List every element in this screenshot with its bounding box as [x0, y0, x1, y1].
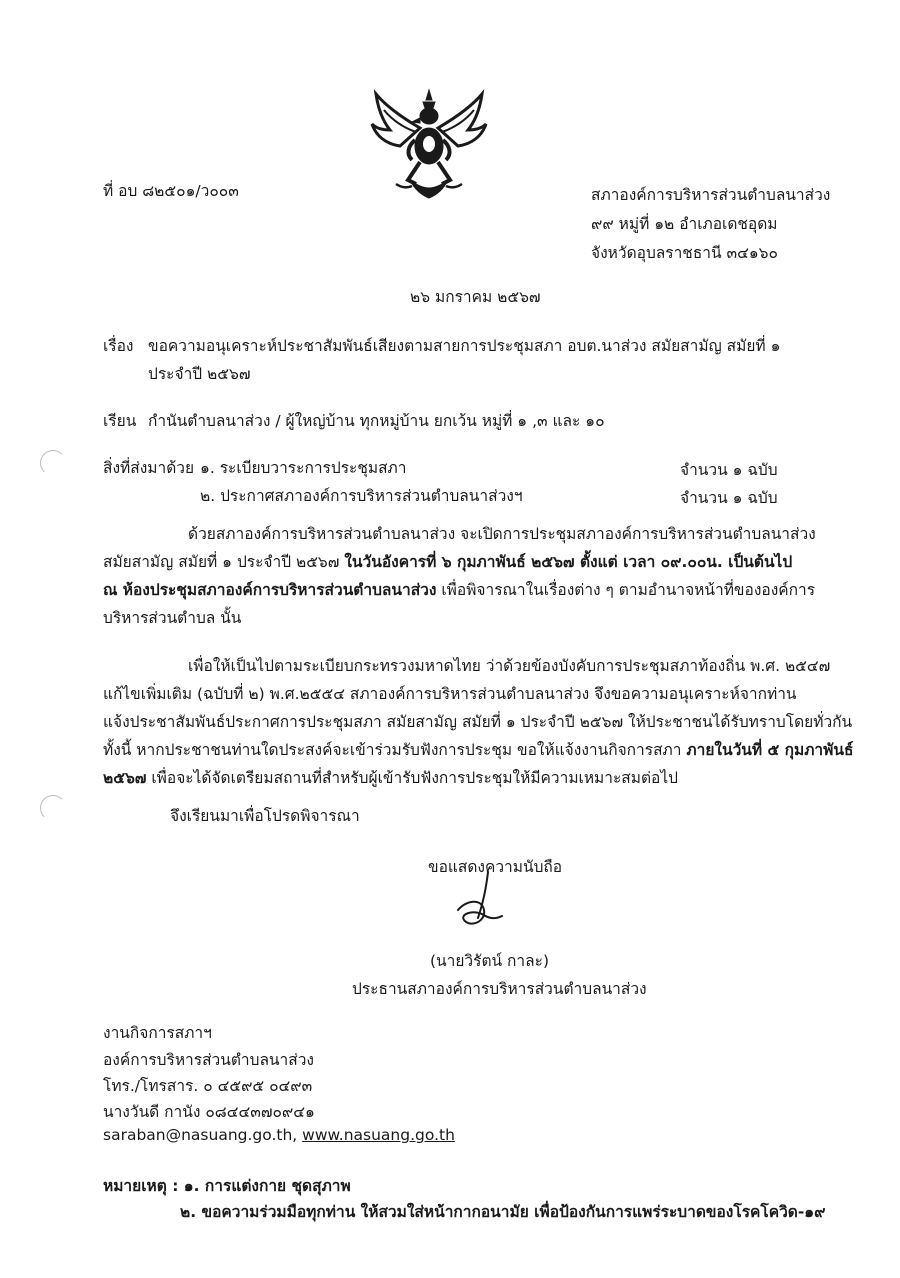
subject-line-2: ประจำปี ๒๕๖๗ [148, 365, 251, 383]
subject-line-1: ขอความอนุเคราะห์ประชาสัมพันธ์เสียงตามสายการประชุมสภา อบต.นาส่วง สมัยสามัญ สมัยที่ ๑ [148, 337, 781, 355]
p1-line-1: ด้วยสภาองค์การบริหารส่วนตำบลนาส่วง จะเปิดการประชุมสภาองค์การบริหารส่วนตำบลนาส่วง [188, 525, 816, 543]
document-date: ๒๖ มกราคม ๒๕๖๗ [410, 288, 541, 306]
p2-line-1: เพื่อให้เป็นไปตามระเบียบกระทรวงมหาดไทย ว่าด้วยข้องบังคับการประชุมสภาท้องถิ่น พ.ศ. ๒๕๔๗ [188, 657, 831, 675]
body-paragraph-1 [103, 520, 833, 632]
meeting-date-time: ในวันอังคารที่ ๖ กุมภาพันธ์ ๒๕๖๗ ตั้งแต่ เวลา ๐๙.๐๐น. เป็นต้นไป [344, 553, 793, 571]
p1-line-3-text: เพื่อพิจารณาในเรื่องต่าง ๆ ตามอำนาจหน้าที่ขององค์การ [436, 581, 816, 599]
enclosure-label: สิ่งที่ส่งมาด้วย [103, 459, 195, 477]
contact-office: งานกิจการสภาฯ [103, 1024, 212, 1042]
p1-line-4: บริหารส่วนตำบล นั้น [103, 609, 242, 627]
p1-line-2 [103, 548, 833, 576]
p1-line-2-text: สมัยสามัญ สมัยที่ ๑ ประจำปี ๒๕๖๗ [103, 553, 345, 571]
website-link[interactable]: www.nasuang.go.th [302, 1126, 455, 1144]
garuda-emblem-icon [368, 88, 490, 200]
p2-line-5 [103, 764, 833, 792]
signature-mark-icon [448, 870, 518, 940]
signatory-name: (นายวิรัตน์ กาละ) [430, 952, 550, 970]
signatory-position: ประธานสภาองค์การบริหารส่วนตำบลนาส่วง [352, 980, 647, 998]
contact-email-line [103, 1126, 455, 1144]
p2-line-3: แจ้งประชาสัมพันธ์ประกาศการประชุมสภา สมัยสามัญ สมัยที่ ๑ ประจำปี ๒๕๖๗ ให้ประชาชนได้รับทราบโดยทั่วกัน [103, 713, 853, 731]
p2-line-4-text: ทั้งนี้ หากประชาชนท่านใดประสงค์จะเข้าร่วมรับฟังการประชุม ขอให้แจ้งงานกิจการสภา [103, 741, 687, 759]
subject-label: เรื่อง [103, 337, 134, 355]
enclosure-item-1: ๑. ระเบียบวาระการประชุมสภา [200, 459, 407, 477]
org-address: ๙๙ หมู่ที่ ๑๒ อำเภอเดชอุดม [591, 215, 778, 233]
org-province: จังหวัดอุบลราชธานี ๓๔๑๖๐ [591, 244, 778, 262]
p1-line-3 [103, 576, 833, 604]
org-name: สภาองค์การบริหารส่วนตำบลนาส่วง [591, 186, 831, 204]
regards-text: ขอแสดงความนับถือ [428, 858, 563, 876]
contact-org: องค์การบริหารส่วนตำบลนาส่วง [103, 1051, 314, 1069]
p2-line-4 [103, 736, 854, 764]
contact-person: นางวันดี กานัง ๐๘๔๔๓๗๐๙๔๑ [103, 1103, 315, 1121]
punch-hole-bottom [40, 795, 66, 821]
deadline-year: ๒๕๖๗ [103, 769, 147, 787]
notes-item-1: ๑. การแต่งกาย ชุดสุภาพ [183, 1177, 351, 1195]
closing-sentence: จึงเรียนมาเพื่อโปรดพิจารณา [170, 807, 360, 825]
enclosure-qty-2: จำนวน ๑ ฉบับ [680, 489, 778, 507]
deadline-text: ภายในวันที่ ๕ กุมภาพันธ์ [686, 741, 854, 759]
notes-item-2: ๒. ขอความร่วมมือทุกท่าน ให้สวมใส่หน้ากากอนามัย เพื่อป้องกันการแพร่ระบาดของโรคโควิด-๑๙ [180, 1203, 826, 1221]
contact-phone: โทร./โทรสาร. ๐ ๔๕๙๕ ๐๔๙๓ [103, 1077, 313, 1095]
enclosure-item-2: ๒. ประกาศสภาองค์การบริหารส่วนตำบลนาส่วงฯ [200, 487, 523, 505]
notes-label: หมายเหตุ : [103, 1177, 184, 1195]
enclosure-qty-1: จำนวน ๑ ฉบับ [680, 461, 778, 479]
body-paragraph-2 [103, 652, 854, 792]
notes-line-1 [103, 1173, 351, 1198]
recipient-label: เรียน [103, 412, 137, 430]
recipient-text: กำนันตำบลนาส่วง / ผู้ใหญ่บ้าน ทุกหมู่บ้าน ยกเว้น หมู่ที่ ๑ ,๓ และ ๑๐ [148, 412, 605, 430]
document-number: ที่ อบ ๘๒๕๐๑/ว๐๐๓ [103, 182, 239, 200]
p2-line-5-text: เพื่อจะได้จัดเตรียมสถานที่สำหรับผู้เข้ารับฟังการประชุมให้มีความเหมาะสมต่อไป [146, 769, 678, 787]
meeting-venue: ณ ห้องประชุมสภาองค์การบริหารส่วนตำบลนาส่วง [103, 581, 437, 599]
p2-line-2: แก้ไขเพิ่มเติม (ฉบับที่ ๒) พ.ศ.๒๕๕๔ สภาองค์การบริหารส่วนตำบลนาส่วง จึงขอความอนุเคราะห์จากท่าน [103, 685, 797, 703]
contact-email[interactable]: saraban@nasuang.go.th, [103, 1126, 298, 1144]
punch-hole-top [40, 450, 66, 476]
